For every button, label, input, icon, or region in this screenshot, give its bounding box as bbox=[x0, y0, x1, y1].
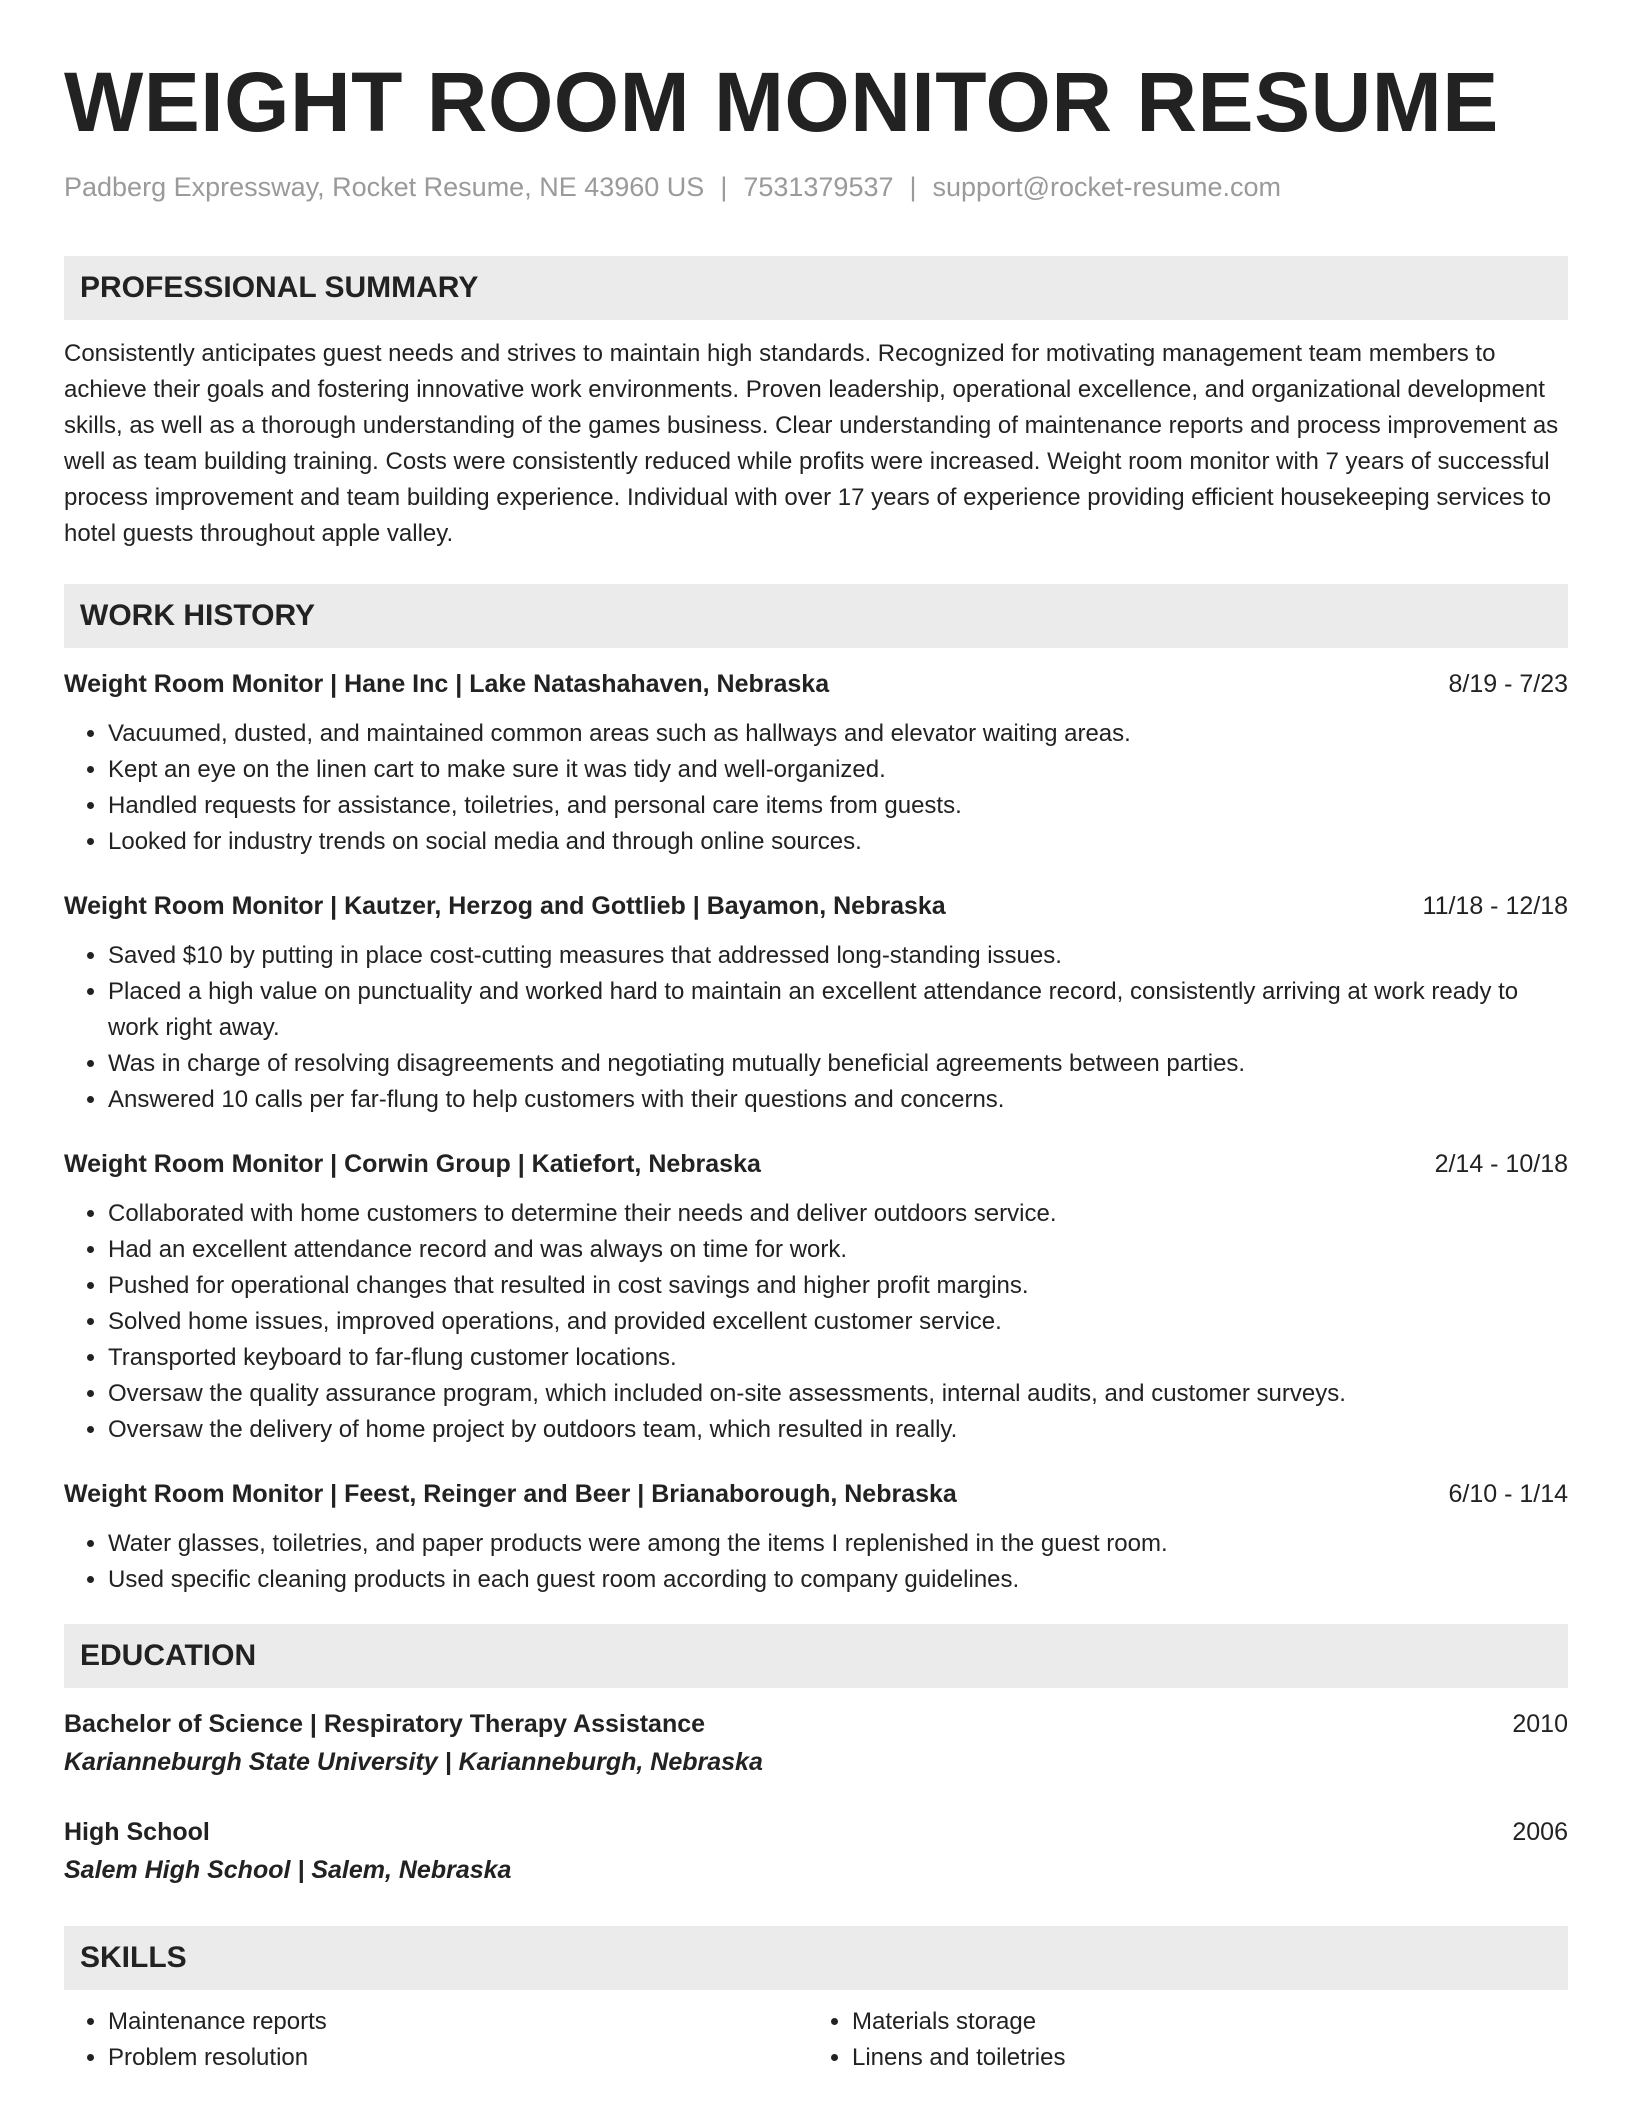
skill-item: • Linens and toiletries bbox=[852, 2040, 1552, 2076]
education-school: Salem High School | Salem, Nebraska bbox=[64, 1856, 512, 1884]
contact-separator: | bbox=[909, 172, 917, 202]
job-entry bbox=[64, 1476, 1568, 1598]
job-bullet: • Vacuumed, dusted, and maintained common areas such as hallways and elevator waiting areas. bbox=[108, 716, 1568, 752]
job-bullet: • Transported keyboard to far-flung customer locations. bbox=[108, 1340, 1568, 1376]
education-year: 2006 bbox=[1512, 1818, 1568, 1846]
section-heading-summary: PROFESSIONAL SUMMARY bbox=[64, 256, 1568, 320]
job-bullet: • Looked for industry trends on social media and through online sources. bbox=[108, 824, 1568, 860]
job-dates: 2/14 - 10/18 bbox=[1434, 1150, 1568, 1178]
contact-address: Padberg Expressway, Rocket Resume, NE 43960 US bbox=[64, 172, 705, 202]
job-bullet: • Collaborated with home customers to determine their needs and deliver outdoors service. bbox=[108, 1196, 1568, 1232]
section-heading-skills: SKILLS bbox=[64, 1926, 1568, 1990]
section-heading-education: EDUCATION bbox=[64, 1624, 1568, 1688]
skills-list-left bbox=[64, 2004, 808, 2076]
summary-text: Consistently anticipates guest needs and strives to maintain high standards. Recognized for motivating management team members to achieve their goals and fostering innovative work environments. Proven leadership, operational excellence, and organizational development skills, as well as a thorough understanding of the games business. Clear understanding of maintenance reports and process improvement as well as team building training. Costs were consistently reduced while profits were increased. Weight room monitor with 7 years of successful process improvement and team building experience. Individual with over 17 years of experience providing efficient housekeeping services to hotel guests throughout apple valley. bbox=[64, 340, 1559, 547]
job-bullet: • Placed a high value on punctuality and worked hard to maintain an excellent attendance record, consistently arriving at work ready to work right away. bbox=[108, 974, 1568, 1046]
job-bullet: • Kept an eye on the linen cart to make sure it was tidy and well-organized. bbox=[108, 752, 1568, 788]
job-bullet: • Solved home issues, improved operations, and provided excellent customer service. bbox=[108, 1304, 1568, 1340]
education-entry bbox=[64, 1706, 1568, 1780]
job-bullet: • Saved $10 by putting in place cost-cutting measures that addressed long-standing issues. bbox=[108, 938, 1568, 974]
job-entry bbox=[64, 888, 1568, 1118]
job-dates: 11/18 - 12/18 bbox=[1422, 892, 1568, 920]
job-dates: 6/10 - 1/14 bbox=[1448, 1480, 1568, 1508]
job-bullet: • Oversaw the quality assurance program, which included on-site assessments, internal audits, and customer surveys. bbox=[108, 1376, 1568, 1412]
resume-title: WEIGHT ROOM MONITOR RESUME bbox=[64, 55, 1499, 149]
job-bullet: • Pushed for operational changes that resulted in cost savings and higher profit margins. bbox=[108, 1268, 1568, 1304]
job-bullets bbox=[64, 1196, 1568, 1448]
job-entry bbox=[64, 1146, 1568, 1448]
job-bullet: • Oversaw the delivery of home project by outdoors team, which resulted in really. bbox=[108, 1412, 1568, 1448]
job-bullet: • Used specific cleaning products in each guest room according to company guidelines. bbox=[108, 1562, 1568, 1598]
job-bullet: • Handled requests for assistance, toiletries, and personal care items from guests. bbox=[108, 788, 1568, 824]
contact-line bbox=[64, 170, 1568, 204]
contact-email: support@rocket-resume.com bbox=[932, 172, 1282, 202]
job-title: Weight Room Monitor | Kautzer, Herzog and Gottlieb | Bayamon, Nebraska bbox=[64, 892, 946, 920]
education-year: 2010 bbox=[1512, 1710, 1568, 1738]
skill-item: • Materials storage bbox=[852, 2004, 1552, 2040]
skill-item: • Problem resolution bbox=[108, 2040, 808, 2076]
job-bullets bbox=[64, 938, 1568, 1118]
skills-columns bbox=[64, 2004, 1568, 2076]
skill-item: • Maintenance reports bbox=[108, 2004, 808, 2040]
education-school: Karianneburgh State University | Karianneburgh, Nebraska bbox=[64, 1748, 763, 1776]
skills-list-right bbox=[808, 2004, 1552, 2076]
job-title: Weight Room Monitor | Hane Inc | Lake Natashahaven, Nebraska bbox=[64, 670, 830, 698]
job-bullet: • Water glasses, toiletries, and paper products were among the items I replenished in the guest room. bbox=[108, 1526, 1568, 1562]
job-bullet: • Was in charge of resolving disagreements and negotiating mutually beneficial agreements between parties. bbox=[108, 1046, 1568, 1082]
job-title: Weight Room Monitor | Feest, Reinger and Beer | Brianaborough, Nebraska bbox=[64, 1480, 957, 1508]
education-degree: High School bbox=[64, 1818, 210, 1846]
job-title: Weight Room Monitor | Corwin Group | Katiefort, Nebraska bbox=[64, 1150, 761, 1178]
job-dates: 8/19 - 7/23 bbox=[1448, 670, 1568, 698]
section-heading-work-history: WORK HISTORY bbox=[64, 584, 1568, 648]
education-degree: Bachelor of Science | Respiratory Therapy Assistance bbox=[64, 1710, 706, 1738]
education-entry bbox=[64, 1814, 1568, 1888]
job-bullet: • Had an excellent attendance record and was always on time for work. bbox=[108, 1232, 1568, 1268]
contact-separator: | bbox=[720, 172, 728, 202]
job-entry bbox=[64, 666, 1568, 860]
contact-phone: 7531379537 bbox=[743, 172, 894, 202]
job-bullets bbox=[64, 1526, 1568, 1598]
job-bullet: • Answered 10 calls per far-flung to help customers with their questions and concerns. bbox=[108, 1082, 1568, 1118]
job-bullets bbox=[64, 716, 1568, 860]
